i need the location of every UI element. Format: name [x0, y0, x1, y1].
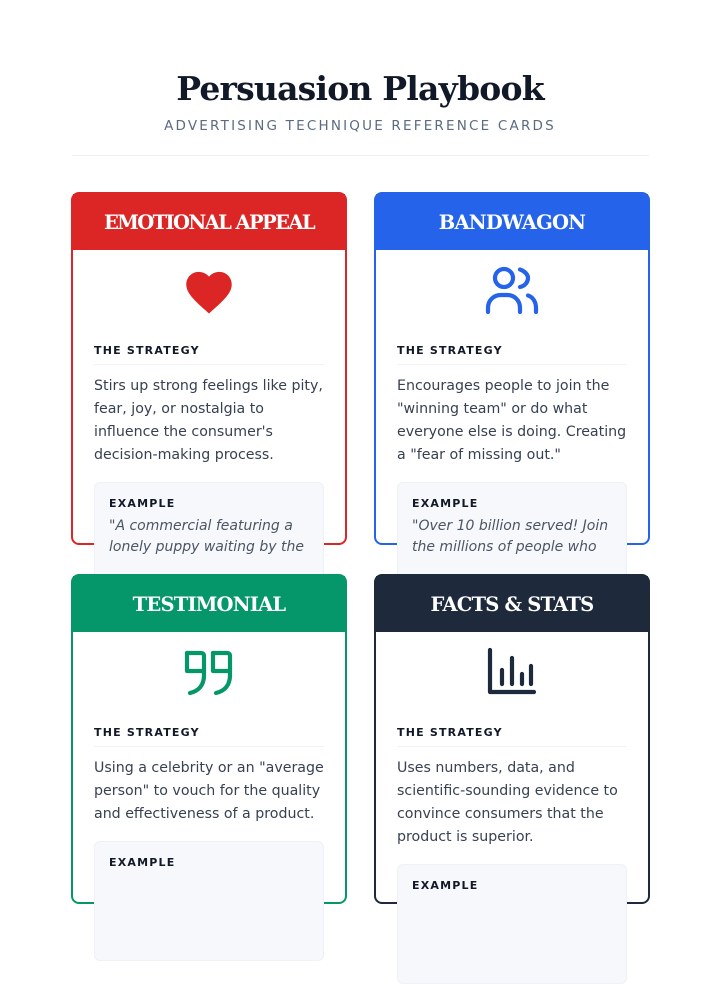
card-title: FACTS & STATS — [430, 592, 594, 616]
card-title: BANDWAGON — [438, 210, 586, 234]
card-header — [73, 576, 345, 632]
quote-icon — [183, 647, 235, 697]
example-label: EXAMPLE — [109, 497, 176, 510]
card-testimonial — [71, 574, 347, 904]
strategy-text: Uses numbers, data, and scientific-sounding evidence to convince consumers that the product is superior. — [397, 760, 618, 845]
bar-chart-icon — [486, 646, 538, 698]
strategy-text: Encourages people to join the "winning team" or do what everyone else is doing. Creating a "fear of missing out." — [397, 378, 627, 463]
card-facts-stats — [374, 574, 650, 904]
strategy-label: THE STRATEGY — [397, 726, 627, 747]
strategy-text: Stirs up strong feelings like pity, fear, joy, or nostalgia to influence the consumer's decision-making process. — [94, 378, 323, 463]
example-label: EXAMPLE — [109, 856, 176, 869]
header-divider — [72, 155, 649, 156]
card-header — [73, 194, 345, 250]
heart-icon — [181, 265, 237, 315]
example-label: EXAMPLE — [412, 497, 479, 510]
card-title: EMOTIONAL APPEAL — [103, 210, 315, 234]
card-emotional-appeal — [71, 192, 347, 555]
example-box — [94, 841, 324, 961]
users-icon — [484, 264, 540, 316]
page-subtitle: ADVERTISING TECHNIQUE REFERENCE CARDS — [164, 118, 556, 134]
card-title: TESTIMONIAL — [132, 592, 286, 616]
strategy-label: THE STRATEGY — [397, 344, 627, 365]
card-header — [376, 576, 648, 632]
strategy-label: THE STRATEGY — [94, 726, 324, 747]
card-header — [376, 194, 648, 250]
strategy-label: THE STRATEGY — [94, 344, 324, 365]
example-label: EXAMPLE — [412, 879, 479, 892]
example-text: "Over 10 billion served! Join the millions of people who — [412, 518, 609, 555]
page-title: Persuasion Playbook — [176, 69, 544, 108]
page-header — [0, 66, 720, 136]
card-bandwagon — [374, 192, 650, 555]
strategy-text: Using a celebrity or an "average person" to vouch for the quality and effectiveness of a product. — [94, 760, 324, 822]
example-box — [397, 864, 627, 984]
example-text: "A commercial featuring a lonely puppy waiting by the — [109, 518, 304, 555]
